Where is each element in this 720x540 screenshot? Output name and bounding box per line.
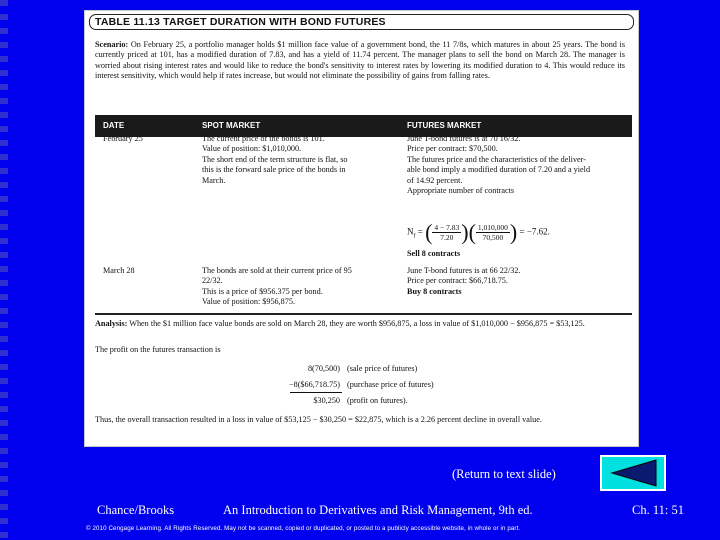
row2-spot [202,266,392,308]
spot-line: 22/32. [202,276,223,286]
fraction-1 [432,223,461,242]
row2-date: March 28 [103,266,135,275]
spot-line: The current price of the bonds is 101. [202,134,325,143]
analysis-paragraph [95,319,625,329]
futures-line: Appropriate number of contracts [407,186,515,196]
return-button[interactable] [600,455,666,491]
analysis-text: When the $1 million face value bonds are sold on March 28, they are worth $956,875, a loss in value of $1,010,000 − $956,875 = $53,125. [129,319,585,328]
formula-lhs-sub: f [413,233,416,240]
futures-line: Price per contract: $66,718.75. [407,276,508,286]
contracts-formula: $N_f$ = ( $\frac{4 - 7.83}{7.20}$ )( $\frac{1,010,000}{70,500}$ ) = −7.62. [407,219,550,245]
formula-result: = −7.62. [519,226,550,237]
futures-line: able bond imply a modified duration of 7.20 and a yield [407,165,591,175]
futures-line: The futures price and the characteristics of the deliver- [407,154,586,164]
row1-spot [202,134,392,186]
decorative-stripe [0,0,8,540]
calc-value: 8(70,500) [307,364,340,373]
fraction-1-den: 7.20 [440,233,454,242]
profit-intro: The profit on the futures transaction is [95,345,221,354]
futures-line: June T-bond futures is at 66 22/32. [407,266,521,275]
return-to-text-link[interactable]: (Return to text slide) [452,467,556,481]
spot-line: Value of position: $1,010,000. [202,144,302,154]
spot-line: Value of position: $956,875. [202,297,296,307]
spot-line: The bonds are sold at their current price of 95 [202,266,352,275]
spot-line: This is a price of $956.375 per bond. [202,286,323,296]
back-arrow-icon [602,457,664,489]
fraction-2-den: 70,500 [482,233,504,242]
row1-date: February 25 [103,134,143,143]
col-spot: SPOT MARKET [202,121,261,130]
row2-futures [407,266,629,297]
spot-line: The short end of the term structure is flat, so [202,154,348,164]
scenario-paragraph [95,40,625,82]
row1-futures [407,134,629,196]
col-date: DATE [103,121,125,130]
futures-line: of 14.92 percent. [407,175,463,185]
calc-note: (sale price of futures) [347,364,418,373]
spot-line: this is the forward sale price of the bonds in [202,165,346,175]
footer-author: Chance/Brooks [97,503,175,517]
row2-action: Buy 8 contracts [407,286,462,296]
conclusion: Thus, the overall transaction resulted in a loss in value of $53,125 − $30,250 = $22,875, which is a 2.26 percent decline in overall value. [95,415,542,424]
footer-book-title: An Introduction to Derivatives and Risk Management, 9th ed. [223,503,533,517]
scenario-text: On February 25, a portfolio manager holds $1 million face value of a government bond, the 11 7/8s, which matures in about 25 years. The bond is currently priced at 101, has a modified duration of 7.83, and has a yield of 11.74 percent. The manager plans to sell the bond on March 28. The manager is worried about rising interest rates and would like to reduce the bond's sensitivity to interest rates by lowering its modified duration to 4. This would reduce its interest sensitivity, which would help if rates increase, but would not eliminate the possibility of gains from falling rates. [95,40,626,81]
calc-note: (purchase price of futures) [347,380,434,389]
table-image [84,10,639,447]
calc-note: (profit on futures). [347,396,408,405]
futures-line: June T-bond futures is at 70 16/32. [407,134,521,143]
scenario-label: Scenario: [95,40,129,49]
fraction-2 [476,223,510,242]
footer-page: Ch. 11: 51 [632,503,684,517]
calc-value: −8($66,718.75) [288,380,340,389]
formula-lhs: N [407,226,414,237]
fraction-2-num: 1,010,000 [477,223,508,232]
analysis-label: Analysis: [95,319,128,328]
sum-line [290,392,342,393]
spot-line: March. [202,175,226,185]
table-heading: TABLE 11.13 TARGET DURATION WITH BOND FUTURES [89,14,634,30]
divider [95,313,632,315]
col-futures: FUTURES MARKET [407,121,482,130]
futures-line: Price per contract: $70,500. [407,144,498,154]
calc-value: $30,250 [313,396,340,405]
formula-eq: = [417,226,423,237]
fraction-1-num: 4 − 7.83 [434,223,460,232]
copyright-notice: © 2010 Cengage Learning. All Rights Reserved. May not be scanned, copied or duplicated, or posted to a publicly accessible website, in whole or in part. [86,525,521,532]
row1-action: Sell 8 contracts [407,249,461,258]
